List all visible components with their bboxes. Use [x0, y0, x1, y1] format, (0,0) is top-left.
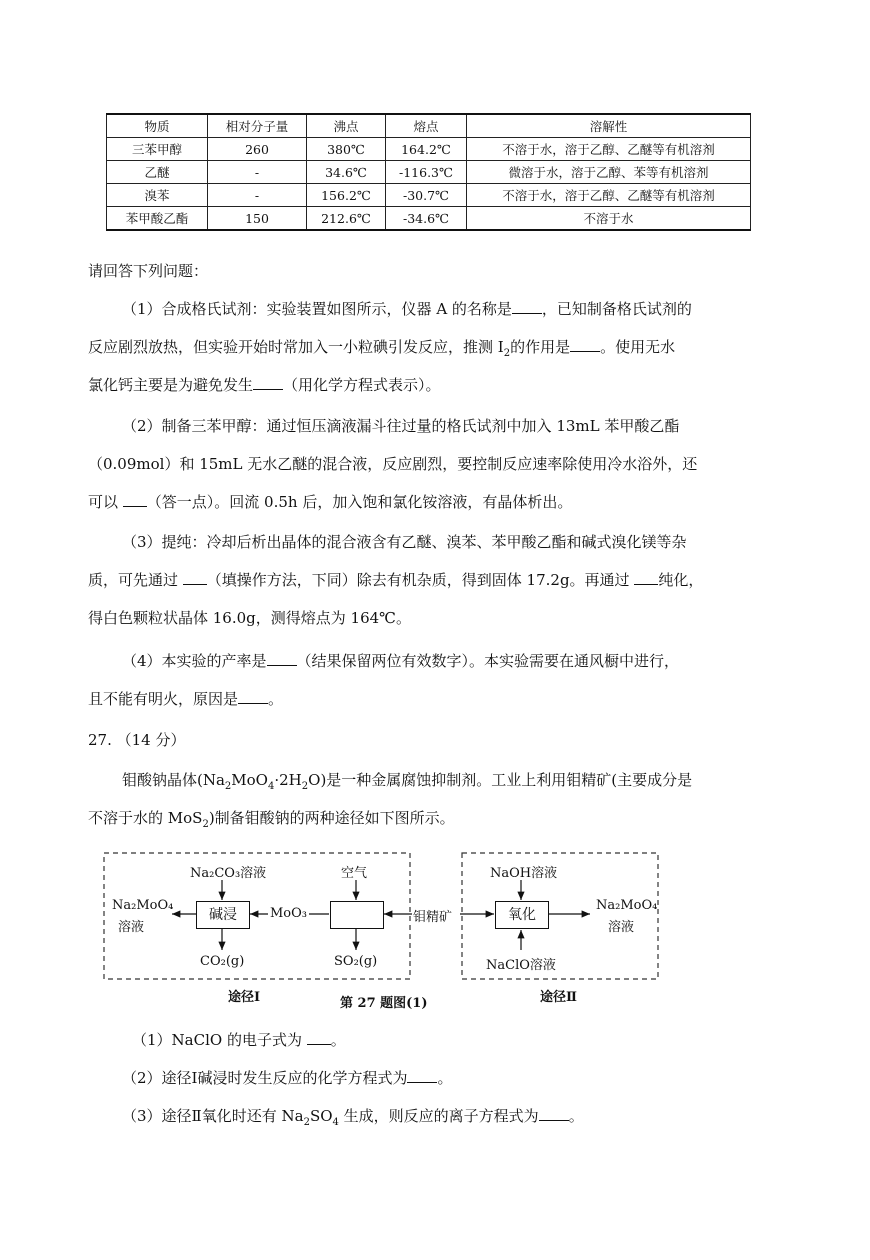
table-cell: 156.2℃ [307, 184, 386, 207]
table-cell: 212.6℃ [307, 207, 386, 231]
text: ·2H [274, 771, 302, 789]
table-header: 物质 [107, 114, 208, 138]
text: 。使用无水 [600, 338, 676, 356]
subquestion-2 [122, 1068, 822, 1088]
answer-blank [407, 1068, 437, 1083]
table-cell: 乙醚 [107, 161, 208, 184]
table-header: 溶解性 [467, 114, 751, 138]
byproduct-so2-label: SO₂(g) [334, 954, 378, 969]
table-header: 相对分子量 [208, 114, 307, 138]
problem-27-heading [88, 730, 788, 750]
table-cell: 不溶于水 [467, 207, 751, 231]
text: 的作用是 [510, 338, 571, 356]
text: （结果保留两位有效数字）。本实验需要在通风橱中进行， [296, 652, 680, 670]
question-4-line-1 [122, 651, 822, 671]
text: 反应剧烈放热，但实验开始时常加入一小粒碘引发反应，推测 I [88, 338, 504, 356]
table-cell: - [208, 161, 307, 184]
route-2-label: 途径Ⅱ [540, 990, 577, 1005]
text: 质，可先通过 [88, 571, 183, 589]
text: 得白色颗粒状晶体 16.0g，测得熔点为 164℃。 [88, 609, 411, 627]
table-cell: 微溶于水，溶于乙醇、苯等有机溶剂 [467, 161, 751, 184]
table-cell: 164.2℃ [386, 138, 467, 161]
text: （4）本实验的产率是 [122, 652, 267, 670]
table-cell: 溴苯 [107, 184, 208, 207]
problem-27-intro-line-2 [88, 808, 788, 835]
table-cell: 不溶于水，溶于乙醇、乙醚等有机溶剂 [467, 184, 751, 207]
process-box-beishao [330, 901, 384, 929]
table-row [107, 207, 751, 231]
table-row [107, 161, 751, 184]
table-cell: 34.6℃ [307, 161, 386, 184]
table-row [107, 184, 751, 207]
text: 不溶于水的 MoS [88, 809, 203, 827]
text: 纯化， [658, 571, 704, 589]
subscript: 2 [503, 348, 511, 359]
subscript: 2 [301, 781, 309, 792]
question-3-line-1 [122, 532, 822, 552]
table-cell: 不溶于水，溶于乙醇、乙醚等有机溶剂 [467, 138, 751, 161]
text: 请回答下列问题： [88, 262, 209, 280]
text: 可以 [88, 493, 123, 511]
answer-blank [183, 570, 207, 585]
text: SO [309, 1107, 333, 1125]
answer-blank [539, 1106, 569, 1121]
problem-27-intro-line-1 [122, 770, 822, 797]
subscript: 4 [267, 781, 275, 792]
question-3-line-2 [88, 570, 788, 590]
text: 27. （14 分） [88, 731, 186, 749]
question-2-line-3 [88, 492, 788, 512]
table-cell: 三苯甲醇 [107, 138, 208, 161]
table-cell: 苯甲酸乙酯 [107, 207, 208, 231]
answer-blank [253, 375, 283, 390]
text: （1）NaClO 的电子式为 [132, 1031, 307, 1049]
text: （1）合成格氏试剂：实验装置如图所示，仪器 A 的名称是 [122, 300, 512, 318]
table-header: 熔点 [386, 114, 467, 138]
raw-material-ore-label: 钼精矿 [413, 906, 452, 925]
product-left-label-1: Na₂MoO₄ [112, 898, 174, 913]
subscript: 2 [202, 819, 209, 830]
answer-blank [512, 299, 542, 314]
product-left-label-2: 溶液 [118, 920, 145, 935]
question-1-line-3 [88, 375, 788, 395]
table-cell: -116.3℃ [386, 161, 467, 184]
table-row [107, 138, 751, 161]
prompt-line [88, 261, 788, 281]
text: （3）途径Ⅱ氧化时还有 Na [122, 1107, 304, 1125]
text: 且不能有明火，原因是 [88, 690, 239, 708]
table-cell: -34.6℃ [386, 207, 467, 231]
text: 。 [437, 1069, 453, 1087]
text: O)是一种金属腐蚀抑制剂。工业上利用钼精矿(主要成分是 [308, 771, 693, 789]
answer-blank [238, 689, 268, 704]
subquestion-1 [132, 1030, 832, 1050]
subscript: 2 [224, 781, 232, 792]
subscript: 2 [303, 1117, 310, 1128]
text: （3）提纯：冷却后析出晶体的混合液含有乙醚、溴苯、苯甲酸乙酯和碱式溴化镁等杂 [122, 533, 687, 551]
reagent-naoh-label: NaOH溶液 [490, 866, 558, 881]
text: 钼酸钠晶体(Na [122, 771, 225, 789]
question-2-line-1 [122, 416, 822, 436]
process-flow-diagram [100, 850, 670, 1010]
answer-blank [267, 651, 297, 666]
text: 。 [330, 1031, 346, 1049]
answer-blank [634, 570, 658, 585]
process-box-jianjin: 碱浸 [196, 901, 250, 929]
question-3-line-3 [88, 608, 788, 628]
intermediate-moo3-label: MoO₃ [270, 906, 308, 921]
subscript: 4 [332, 1117, 339, 1128]
text: （2）制备三苯甲醇：通过恒压滴液漏斗往过量的格氏试剂中加入 13mL 苯甲酸乙酯 [122, 417, 680, 435]
text: （用化学方程式表示）。 [283, 376, 441, 394]
diagram-lines [100, 850, 670, 1010]
table-cell: 260 [208, 138, 307, 161]
table-cell: 380℃ [307, 138, 386, 161]
text: 生成，则反应的离子方程式为 [338, 1107, 539, 1125]
question-1-line-1 [122, 299, 822, 319]
text: 氯化钙主要是为避免发生 [88, 376, 254, 394]
text: （填操作方法，下同）除去有机杂质，得到固体 17.2g。再通过 [206, 571, 635, 589]
answer-blank [570, 337, 600, 352]
table-header: 沸点 [307, 114, 386, 138]
text: （2）途径Ⅰ碱浸时发生反应的化学方程式为 [122, 1069, 408, 1087]
question-4-line-2 [88, 689, 788, 709]
text: （答一点）。回流 0.5h 后，加入饱和氯化铵溶液，有晶体析出。 [146, 493, 573, 511]
text: ，已知制备格氏试剂的 [541, 300, 692, 318]
question-1-line-2 [88, 337, 788, 364]
answer-blank [307, 1030, 331, 1045]
text: （0.09mol）和 15mL 无水乙醚的混合液，反应剧烈，要控制反应速率除使用冷水浴外，还 [88, 455, 698, 473]
reagent-naclo-label: NaClO溶液 [486, 958, 556, 973]
text: )制备钼酸钠的两种途径如下图所示。 [208, 809, 455, 827]
table-cell: 150 [208, 207, 307, 231]
text: 。 [268, 690, 284, 708]
text: 。 [568, 1107, 584, 1125]
reagent-na2co3-label: Na₂CO₃溶液 [190, 866, 267, 881]
table-cell: -30.7℃ [386, 184, 467, 207]
process-box-yanghua: 氧化 [495, 901, 549, 929]
product-right-label-2: 溶液 [608, 920, 635, 935]
text: MoO [231, 771, 268, 789]
table-cell: - [208, 184, 307, 207]
question-2-line-2 [88, 454, 788, 474]
product-right-label-1: Na₂MoO₄ [596, 898, 658, 913]
properties-table [106, 113, 751, 231]
figure-caption: 第 27 题图(1) [340, 996, 428, 1011]
answer-blank [123, 492, 147, 507]
byproduct-co2-label: CO₂(g) [200, 954, 245, 969]
subquestion-3 [122, 1106, 822, 1133]
route-1-label: 途径Ⅰ [228, 990, 261, 1005]
reagent-air-label: 空气 [341, 866, 368, 881]
table-header-row [107, 114, 751, 138]
